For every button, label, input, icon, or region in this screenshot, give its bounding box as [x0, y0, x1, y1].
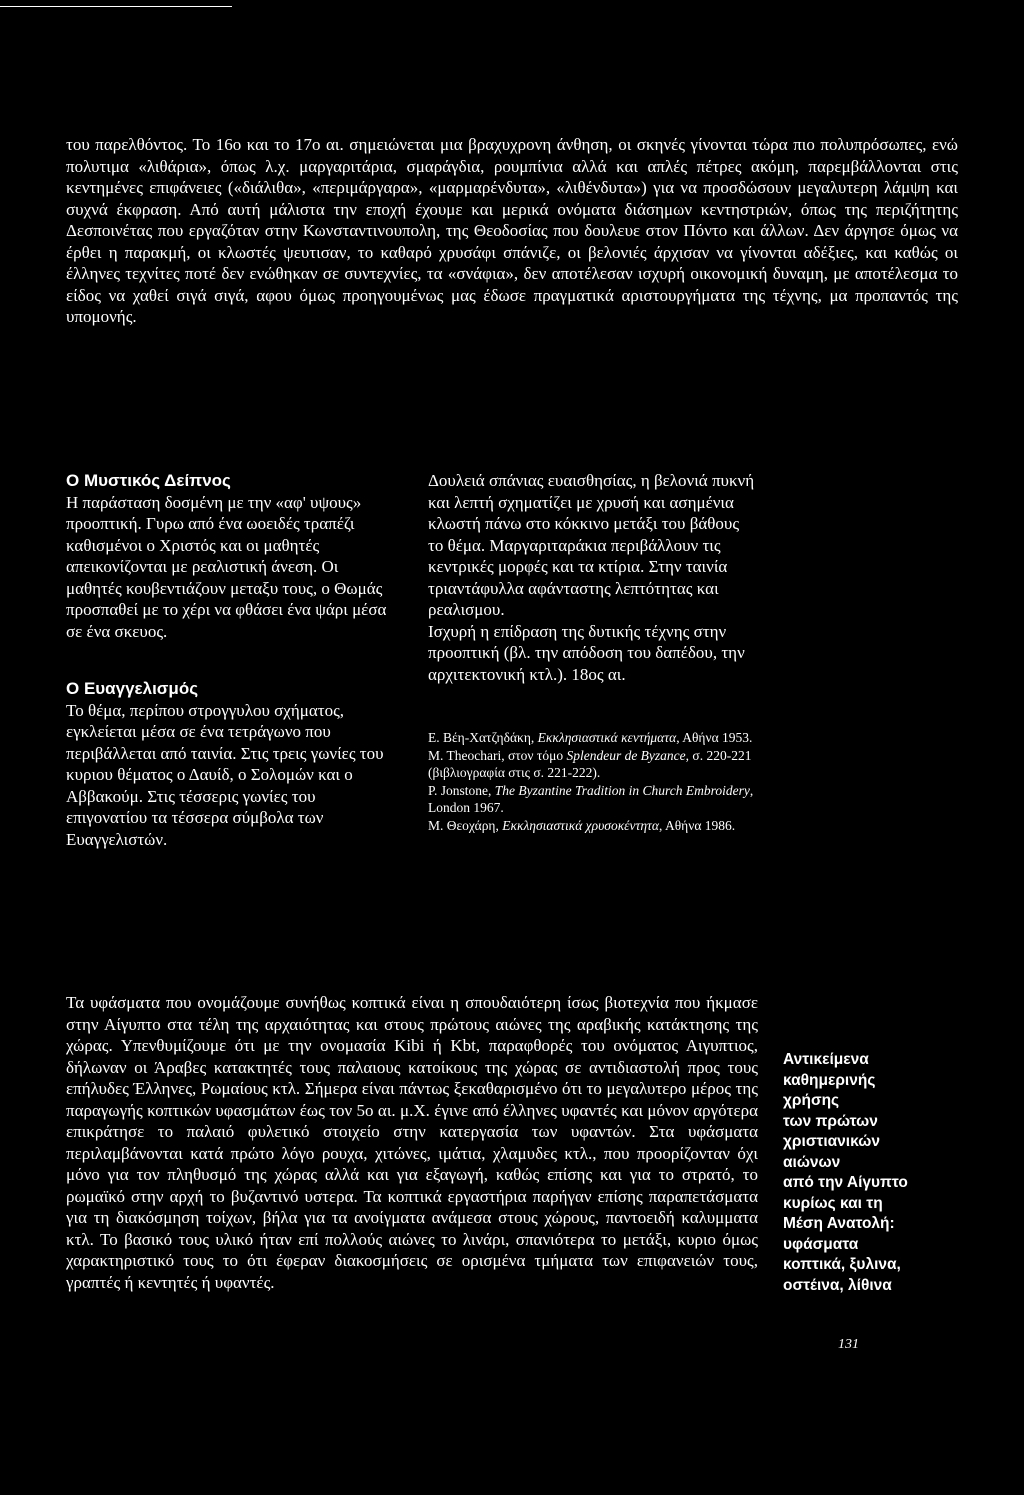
- last-supper-description: Η παράσταση δοσμένη με την «αφ' υψους» προοπτική. Γυρω από ένα ωοειδές τραπέζι καθισμένοι ο Χριστός και οι μαθητές απεικονίζονται με ρεαλιστική άνεση. Οι μαθητές κουβεντιάζουν μεταξυ τους, ο Θωμάς προσπαθεί με το χέρι να φθάσει ένα ψάρι μέσα σε ένα σκευος.: [66, 492, 387, 641]
- annunciation-description: Το θέμα, περίπου στρογγυλου σχήματος, εγκλείεται μέσα σε ένα τετράγωνο που περιβάλλεται από ταινία. Στις τρεις γωνίες του κυριου θέματος ο Δαυίδ, ο Σολομών και ο Αββακούμ. Στις τέσσερις γωνίες του επιγονατίου τα τέσσερα σύμβολα των Ευαγγελιστών.: [66, 700, 384, 849]
- left-column: [66, 470, 394, 850]
- reference-item: Ε. Βέη-Χατζηδάκη, Εκκλησιαστικά κεντήματα, Αθήνα 1953.: [428, 730, 753, 745]
- side-caption-line: κοπτικά, ξυλινα,: [783, 1256, 901, 1273]
- top-paragraph: του παρελθόντος. Το 16ο και το 17ο αι. σημειώνεται μια βραχυχρονη άνθηση, οι σκηνές γίνονται τώρα πιο πολυπρόσωπες, ενώ πολυτιμα «λιθάρια», όπως λ.χ. μαργαριτάρια, σμαράγδια, ρουμπίνια αλλά και απλές πέτρες ακόμη, παρεμβάλλονται στις κεντημένες επιφάνειες («διάλιθα», «περιμάργαρα», «μαρμαρένδυτα», «λιθένδυτα») για να προσδώσουν μεγαλυτερη λάμψη και συχνά έκφραση. Από αυτή μάλιστα την εποχή έχουμε και μερικά ονόματα διάσημων κεντηστριών, όπως της περιζήτητης Δεσποινέτας που εργαζόταν στην Κωνσταντινουπολη, της Θεοδοσίας που δουλευε στον Πόντο και άλλων. Δεν άργησε όμως να έρθει η παρακμή, οι κλωστές ψευτισαν, το καθαρό χρυσάφι σπάνιζε, οι βελονιές άρχισαν να γίνονται αδέξιες, και καθώς οι έλληνες τεχνίτες ποτέ δεν ενώθηκαν σε συντεχνίες, τα «σνάφια», δεν αποτέλεσαν ισχυρή οικονομική δυναμη, με αποτέλεσμα το είδος να χαθεί σιγά σιγά, αφου όμως προηγουμένως μας έδωσε πραγματικά αριστουργήματα της τέχνης, μα προπαντός της υπομονής.: [66, 135, 958, 326]
- side-caption-line: οστέινα, λίθινα: [783, 1276, 892, 1294]
- side-caption-line: από την Αίγυπτο: [783, 1174, 908, 1191]
- side-caption-line: χριστιανικών: [783, 1133, 880, 1150]
- bibliography: [428, 729, 758, 834]
- reference-item: P. Jonstone, The Byzantine Tradition in Church Embroidery, London 1967.: [428, 782, 754, 815]
- reference-item: M. Theochari, στον τόμο Splendeur de Byzance, σ. 220-221 (βιβλιογραφία στις σ. 221-222).: [428, 747, 752, 780]
- heading-last-supper: Ο Μυστικός Δείπνος: [66, 471, 231, 490]
- right-description-1: Δουλειά σπάνιας ευαισθησίας, η βελονιά πυκνή και λεπτή σχηματίζει με χρυσή και ασημένια κλωστή πάνω στο κόκκινο μετάξι του βάθους το θέμα. Μαργαριταράκια περιβάλλουν τις κεντρικές μορφές και τα κτίρια. Στην ταινία τριαντάφυλλα αφάνταστης λεπτότητας και ρεαλισμου.: [428, 471, 755, 619]
- side-caption-line: χρήσης: [783, 1092, 840, 1109]
- bottom-paragraph: Τα υφάσματα που ονομάζουμε συνήθως κοπτικά είναι η σπουδαιότερη ίσως βιοτεχνία που ήκμασε στην Αίγυπτο στα τέλη της αρχαιότητας και στους πρώτους αιώνες της αραβικής κατάκτησης της χώρας. Υπενθυμίζουμε ότι με την ονομασία Kibi ή Kbt, παραφθορές του ονόματος Αιγυπτιος, δήλωναν οι Άραβες κατακτητές τους παλαιους κατοίκους της χώρας σε αντιδιαστολή προς τους επήλυδες Έλληνες, Ρωμαίους κτλ. Σήμερα είναι πάντως ξεκαθαρισμένο ότι το μεγαλυτερο μέρος της παραγωγής κοπτικών υφασμάτων έως τον 5ο αι. μ.Χ. έγινε από έλληνες υφαντές και μόνον αργότερα επικράτησε το παλαιό φυλετικό στοιχείο στην κατεργασία των υφαντών. Στα υφάσματα περιλαμβάνονται κατά πρώτο λόγο ρουχα, χιτώνες, ιμάτια, χλαμυδες κτλ., που προορίζονταν όχι μόνο για τον πληθυσμό της χώρας αλλά και για εξαγωγή, καθώς επίσης και για το στρατό, το ρωμαϊκό στην αρχή το βυζαντινό υστερα. Τα κοπτικά εργαστήρια παρήγαν επίσης παραπετάσματα για τη διακόσμηση τοίχων, βήλα για τα ανοίγματα ανάμεσα στους χώρους, παντοειδή καλυμματα κτλ. Το βασικό τους υλικό ήταν επί πολλούς αιώνες το λινάρι, σπανιότερα το μετάξι, κυριο όμως χαρακτηριστικό τους το ότι έφεραν διακοσμήσεις σε ορισμένα τμήματα των επιφανειών τους, γραπτές ή κεντητές ή υφαντές.: [66, 993, 758, 1292]
- side-caption-line: κυρίως και τη: [783, 1194, 883, 1212]
- side-caption-line: καθημερινής: [783, 1071, 876, 1089]
- side-caption-line: υφάσματα: [783, 1235, 859, 1253]
- right-column: [428, 470, 758, 834]
- heading-annunciation: Ο Ευαγγελισμός: [66, 679, 199, 698]
- top-rule: [0, 6, 232, 7]
- side-caption-line: Αντικείμενα: [783, 1051, 869, 1068]
- side-caption: [783, 1050, 983, 1296]
- reference-item: Μ. Θεοχάρη, Εκκλησιαστικά χρυσοκέντητα, Αθήνα 1986.: [428, 817, 736, 833]
- side-caption-line: Μέση Ανατολή:: [783, 1215, 895, 1232]
- right-description-2: Ισχυρή η επίδραση της δυτικής τέχνης στην προοπτική (βλ. την απόδοση του δαπέδου, την αρχιτεκτονική κτλ.). 18ος αι.: [428, 621, 745, 684]
- page-number: 131: [838, 1337, 859, 1352]
- side-caption-line: των πρώτων: [783, 1112, 878, 1130]
- side-caption-line: αιώνων: [783, 1153, 841, 1171]
